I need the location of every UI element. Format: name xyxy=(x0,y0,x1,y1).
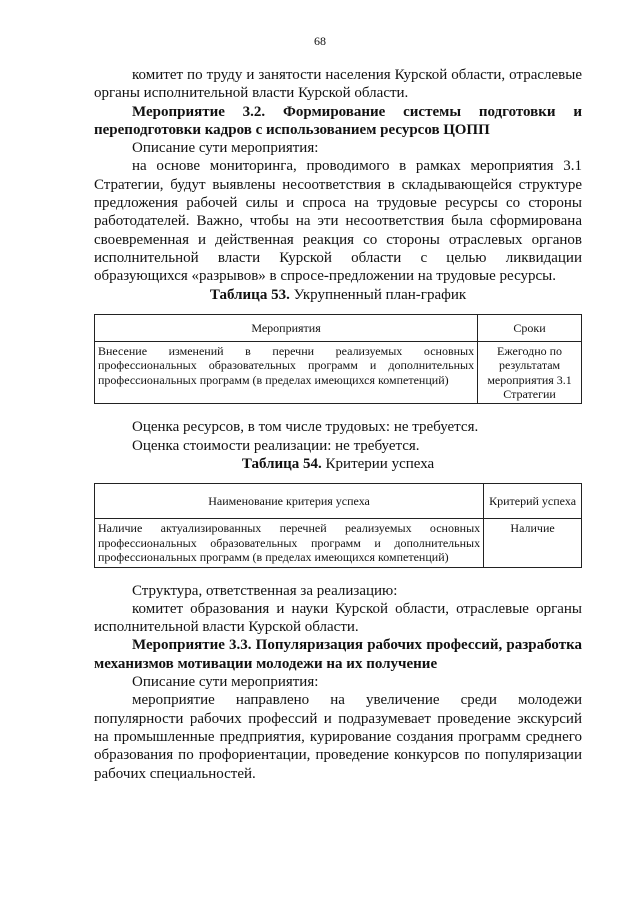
table-54-header-row xyxy=(95,484,582,519)
essence-text-3-2: на основе мониторинга, проводимого в рамках мероприятия 3.1 Стратегии, будут выявлены несоответствия в складывающейся структуре предложения рабочей силы и спроса на трудовые ресурсы со стороны работодателей. Важно, чтобы на эти несоответствия была сформирована своевременная и действенная реакция со стороны отраслевых органов исполнительной власти Курской области с целью ликвидации образующихся «разрывов» в спросе-предложении на трудовые ресурсы. xyxy=(94,158,582,285)
table-53-header-row xyxy=(95,314,582,341)
table-53-header-deadlines: Сроки xyxy=(478,314,582,341)
table-53-caption xyxy=(94,286,582,304)
table-54-header-criterion-name: Наименование критерия успеха xyxy=(95,484,484,519)
table-53 xyxy=(94,314,582,405)
responsible-structure-text: комитет образования и науки Курской области, отраслевые органы исполнительной власти Курской области. xyxy=(94,600,582,636)
essence-label-3-3: Описание сути мероприятия: xyxy=(132,674,319,691)
page-number: 68 xyxy=(314,34,326,48)
essence-label-3-2: Описание сути мероприятия: xyxy=(132,140,319,157)
table-row xyxy=(95,519,582,567)
table-53-caption-number: Таблица 53. xyxy=(209,286,290,303)
table-53-cell-deadline: Ежегодно по результатам мероприятия 3.1 Стратегии xyxy=(478,341,582,404)
table-54-cell-criterion: Наличие xyxy=(484,519,582,567)
table-53-caption-text: Укрупненный план-график xyxy=(293,286,467,303)
resources-assessment: Оценка ресурсов, в том числе трудовых: не требуется. xyxy=(132,419,479,436)
measure-3-3-heading: Мероприятие 3.3. Популяризация рабочих профессий, разработка механизмов мотивации молодежи на их получение xyxy=(94,637,582,672)
table-54-caption-number: Таблица 54. xyxy=(241,456,322,473)
table-54-caption-text: Критерии успеха xyxy=(325,456,435,473)
table-54-caption xyxy=(94,455,582,473)
table-53-header-measures: Мероприятия xyxy=(95,314,478,341)
table-53-cell-measure: Внесение изменений в перечни реализуемых основных профессиональных образовательных программ и дополнительных профессиональных программ (в пределах имеющихся компетенций) xyxy=(95,341,478,404)
responsible-bodies-paragraph: комитет по труду и занятости населения Курской области, отраслевые органы исполнительной власти Курской области. xyxy=(94,67,582,102)
table-54-cell-criterion-name: Наличие актуализированных перечней реализуемых основных профессиональных образовательных программ и дополнительных профессиональных программ (в пределах имеющихся компетенций) xyxy=(95,519,484,567)
essence-text-3-3: мероприятие направлено на увеличение среди молодежи популярности рабочих профессий и подразумевает проведение экскурсий на промышленные предприятия, курирование создания программ среднего образования по профориентации, проведение конкурсов по популяризации рабочих специальностей. xyxy=(94,692,582,782)
table-54-header-criterion: Критерий успеха xyxy=(484,484,582,519)
cost-assessment: Оценка стоимости реализации: не требуется. xyxy=(132,437,420,454)
measure-3-2-heading: Мероприятие 3.2. Формирование системы подготовки и переподготовки кадров с использованием ресурсов ЦОПП xyxy=(94,103,582,138)
table-54 xyxy=(94,483,582,567)
page-body xyxy=(94,66,582,783)
table-row xyxy=(95,341,582,404)
responsible-structure-label: Структура, ответственная за реализацию: xyxy=(132,582,398,599)
